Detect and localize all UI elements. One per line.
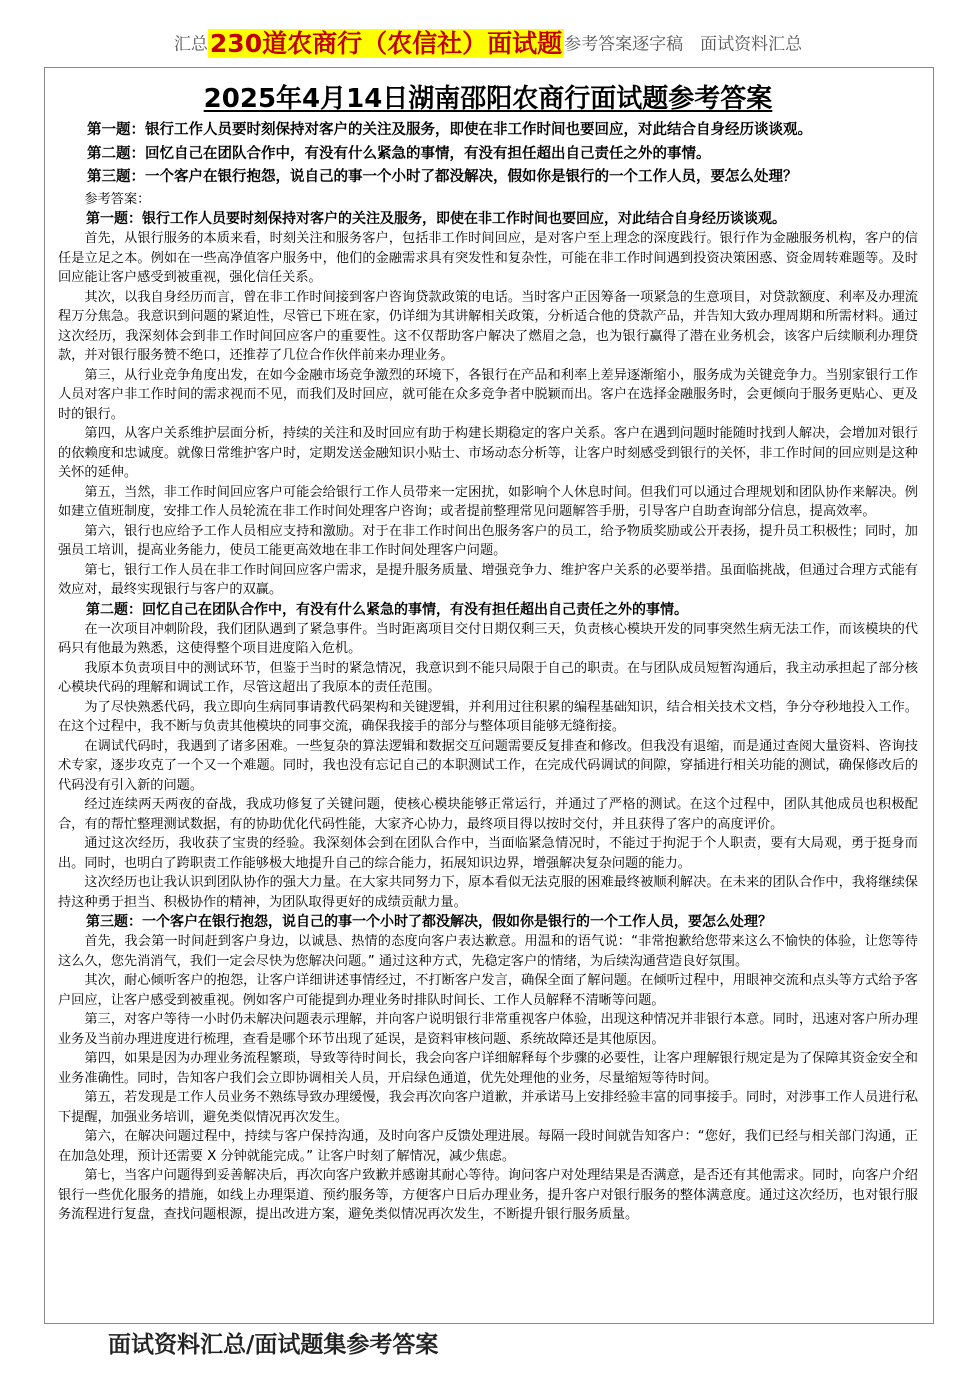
paragraph: 其次，以我自身经历而言，曾在非工作时间接到客户咨询贷款政策的电话。当时客户正因筹备一项紧急的生意项目，对贷款额度、利率及办理流程万分焦急。我意识到问题的紧迫性，尽管已下班在家，仍详细为其讲解相关政策，分析适合他的贷款产品，并告知大致办理周期和所需材料。通过这次经历，我深刻体会到非工作时间回应客户的重要性。这不仅帮助客户解决了燃眉之急，也为银行赢得了潜在业务机会，该客户后续顺利办理贷款，并对银行服务赞不绝口，还推荐了几位合作伙伴前来办理业务。 bbox=[58, 289, 918, 363]
section-heading: 第三题：一个客户在银行抱怨，说自己的事一个小时了都没解决，假如你是银行的一个工作人员，要怎么处理？ bbox=[86, 914, 772, 930]
header-highlight: 230道农商行（农信社）面试题 bbox=[209, 29, 563, 58]
paragraph: 为了尽快熟悉代码，我立即向生病同事请教代码架构和关键逻辑，并利用过往积累的编程基础知识，结合相关技术文档，争分夺秒地投入工作。在这个过程中，我不断与负责其他模块的同事交流，确保我接手的部分与整体项目能够无缝衔接。 bbox=[58, 699, 918, 734]
paragraph: 第三，从行业竞争角度出发，在如今金融市场竞争激烈的环境下，各银行在产品和利率上差异逐渐缩小，服务成为关键竞争力。当别家银行工作人员对客户非工作时间的需求视而不见，而我们及时回应，就可能在众多竞争者中脱颖而出。客户在选择金融服务时，会更倾向于服务更贴心、更及时的银行。 bbox=[58, 367, 918, 422]
header-prefix: 汇总 bbox=[173, 34, 208, 55]
question-list bbox=[58, 118, 918, 189]
page-header bbox=[0, 24, 976, 60]
section-heading: 第一题：银行工作人员要时刻保持对客户的关注及服务，即使在非工作时间也要回应，对此结合自身经历谈谈观。 bbox=[86, 211, 786, 227]
question-item: 第三题：一个客户在银行抱怨，说自己的事一个小时了都没解决，假如你是银行的一个工作人员，要怎么处理？ bbox=[87, 168, 798, 185]
paragraph: 第四，如果是因为办理业务流程繁琐，导致等待时间长，我会向客户详细解释每个步骤的必要性，让客户理解银行规定是为了保障其资金安全和业务准确性。同时，告知客户我们会立即协调相关人员，开启绿色通道，优先处理他的业务，尽量缩短等待时间。 bbox=[58, 1051, 918, 1086]
paragraph: 在一次项目冲刺阶段，我们团队遇到了紧急事件。当时距离项目交付日期仅剩三天，负责核心模块开发的同事突然生病无法工作，而该模块的代码只有他最为熟悉，这使得整个项目进度陷入危机。 bbox=[58, 621, 918, 656]
paragraph: 第四，从客户关系维护层面分析，持续的关注和及时回应有助于构建长期稳定的客户关系。客户在遇到问题时能随时找到人解决，会增加对银行的依赖度和忠诚度。就像日常维护客户时，定期发送金融知识小贴士、市场动态分析等，让客户时刻感受到银行的关怀，非工作时间的回应则是这种关怀的延伸。 bbox=[58, 426, 918, 480]
paragraph: 我原本负责项目中的测试环节，但鉴于当时的紧急情况，我意识到不能只局限于自己的职责。在与团队成员短暂沟通后，我主动承担起了部分核心模块代码的理解和调试工作，尽管这超出了我原本的责任范围。 bbox=[58, 660, 918, 695]
paragraph: 第五，当然，非工作时间回应客户可能会给银行工作人员带来一定困扰，如影响个人休息时间。但我们可以通过合理规划和团队协作来解决。例如建立值班制度，安排工作人员轮流在非工作时间处理客户咨询；或者提前整理常见问题解答手册，引导客户自助查询部分信息，提高效率。 bbox=[58, 484, 918, 519]
paragraph: 第五，若发现是工作人员业务不熟练导致办理缓慢，我会再次向客户道歉，并承诺马上安排经验丰富的同事接手。同时，对涉事工作人员进行私下提醒，加强业务培训，避免类似情况再次发生。 bbox=[58, 1090, 918, 1125]
paragraph: 首先，从银行服务的本质来看，时刻关注和服务客户，包括非工作时间回应，是对客户至上理念的深度践行。银行作为金融服务机构，客户的信任是立足之本。例如在一些高净值客户服务中，他们的金融需求具有突发性和复杂性，可能在非工作时间遇到投资决策困惑、资金周转难题等。及时回应能让客户感受到被重视，强化信任关系。 bbox=[58, 231, 918, 285]
paragraph: 第三，对客户等待一小时仍未解决问题表示理解，并向客户说明银行非常重视客户体验，出现这种情况并非银行本意。同时，迅速对客户所办理业务及当前办理进度进行梳理，查看是哪个环节出现了延误，是资料审核问题、系统故障还是其他原因。 bbox=[58, 1012, 918, 1047]
answers-label: 参考答案： bbox=[84, 191, 151, 207]
header-suffix: 参考答案逐字稿 面试资料汇总 bbox=[564, 34, 803, 55]
paragraph: 第七，银行工作人员在非工作时间回应客户需求，是提升服务质量、增强竞争力、维护客户关系的必要举措。虽面临挑战，但通过合理方式能有效应对，最终实现银行与客户的双赢。 bbox=[58, 562, 918, 597]
paragraph: 首先，我会第一时间赶到客户身边，以诚恳、热情的态度向客户表达歉意。用温和的语气说：“非常抱歉给您带来这么不愉快的体验，让您等待这么久，您先消消气，我们一定会尽快为您解决问题。” 通过这种方式，先稳定客户的情绪，为后续沟通营造良好氛围。 bbox=[58, 934, 918, 969]
paragraph: 其次，耐心倾听客户的抱怨，让客户详细讲述事情经过，不打断客户发言，确保全面了解问题。在倾听过程中，用眼神交流和点头等方式给予客户回应，让客户感受到被重视。例如客户可能提到办理业务时排队时间长、工作人员解释不清晰等问题。 bbox=[58, 973, 918, 1008]
paragraph: 第六，在解决问题过程中，持续与客户保持沟通，及时向客户反馈处理进展。每隔一段时间就告知客户：“您好，我们已经与相关部门沟通，正在加急处理，预计还需要 X 分钟就能完成。” 让客户时刻了解情况，减少焦虑。 bbox=[58, 1129, 918, 1164]
paragraph: 在调试代码时，我遇到了诸多困难。一些复杂的算法逻辑和数据交互问题需要反复排查和修改。但我没有退缩，而是通过查阅大量资料、咨询技术专家，逐步攻克了一个又一个难题。同时，我也没有忘记自己的本职测试工作，在完成代码调试的间隙，穿插进行相关功能的测试，确保修改后的代码没有引入新的问题。 bbox=[58, 738, 918, 793]
paragraph: 第六，银行也应给予工作人员相应支持和激励。对于在非工作时间出色服务客户的员工，给予物质奖励或公开表扬，提升员工积极性；同时，加强员工培训，提高业务能力，使员工能更高效地在非工作时间处理客户问题。 bbox=[58, 523, 918, 558]
paragraph: 这次经历也让我认识到团队协作的强大力量。在大家共同努力下，原本看似无法克服的困难最终被顺利解决。在未来的团队合作中，我将继续保持这种勇于担当、积极协作的精神，为团队取得更好的成绩贡献力量。 bbox=[58, 875, 918, 910]
document-body bbox=[58, 118, 918, 1225]
paragraph: 经过连续两天两夜的奋战，我成功修复了关键问题，使核心模块能够正常运行，并通过了严格的测试。在这个过程中，团队其他成员也积极配合，有的帮忙整理测试数据，有的协助优化代码性能，大家齐心协力，最终项目得以按时交付，并且获得了客户的高度评价。 bbox=[58, 797, 918, 832]
question-item: 第二题：回忆自己在团队合作中，有没有什么紧急的事情，有没有担任超出自己责任之外的事情。 bbox=[87, 144, 711, 162]
paragraph: 第七，当客户问题得到妥善解决后，再次向客户致歉并感谢其耐心等待。询问客户对处理结果是否满意，是否还有其他需求。同时，向客户介绍银行一些优化服务的措施，如线上办理渠道、预约服务等，方便客户日后办理业务，提升客户对银行服务的整体满意度。通过这次经历，也对银行服务流程进行复盘，查找问题根源，提出改进方案，避免类似情况再次发生，不断提升银行服务质量。 bbox=[58, 1168, 918, 1222]
question-item: 第一题：银行工作人员要时刻保持对客户的关注及服务，即使在非工作时间也要回应，对此结合自身经历谈谈观。 bbox=[87, 121, 812, 138]
page-title: 2025年4月14日湖南邵阳农商行面试题参考答案 bbox=[203, 84, 773, 114]
page-footer: 面试资料汇总/面试题集参考答案 bbox=[108, 1331, 439, 1358]
section-heading: 第二题：回忆自己在团队合作中，有没有什么紧急的事情，有没有担任超出自己责任之外的事情。 bbox=[86, 601, 688, 618]
paragraph: 通过这次经历，我收获了宝贵的经验。我深刻体会到在团队合作中，当面临紧急情况时，不能过于拘泥于个人职责，要有大局观，勇于挺身而出。同时，也明白了跨职责工作能够极大地提升自己的综合能力，拓展知识边界，增强解决复杂问题的能力。 bbox=[58, 836, 918, 871]
